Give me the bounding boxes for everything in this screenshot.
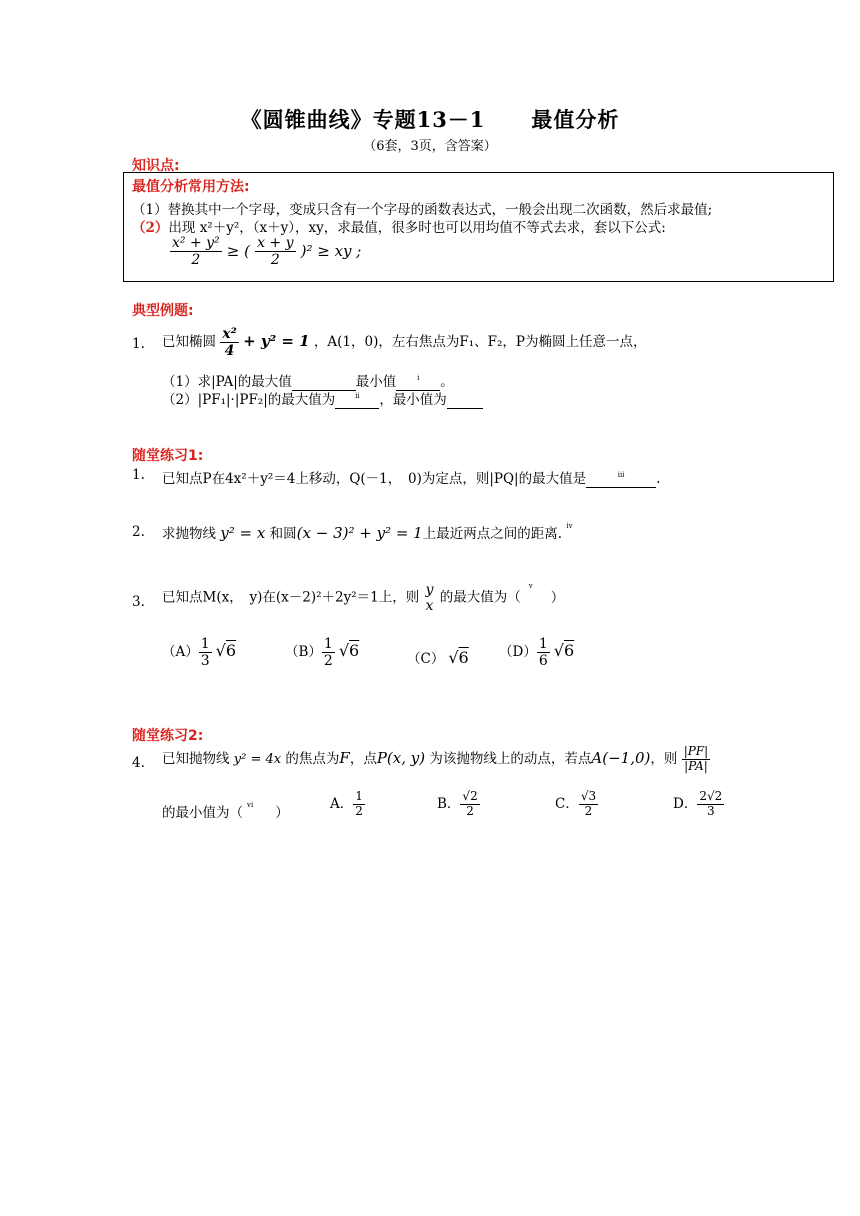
answer-blank[interactable]: ii: [335, 392, 379, 409]
option-frac: $\frac{√2}{2}$: [462, 789, 478, 818]
option-label: C．: [555, 795, 579, 812]
answer-blank[interactable]: i: [396, 374, 440, 391]
option-c[interactable]: [555, 790, 598, 819]
option-frac: $\frac{2√2}{3}$: [699, 789, 723, 818]
option-frac: $\frac{1}{2}$: [355, 789, 363, 818]
option-frac: $\frac{1}{6}$: [538, 636, 548, 670]
option-label: （A）: [162, 644, 199, 661]
page-subtitle: （6套，3页，含答案）: [363, 139, 497, 154]
option-c[interactable]: [407, 647, 469, 667]
option-label: A．: [330, 795, 354, 812]
practice-1-q3-number: 3.: [132, 594, 145, 610]
practice-2-q4-tail: 的最小值为（ $^{vi}$ ）: [162, 801, 289, 821]
option-label: D．: [673, 795, 698, 812]
distance-ratio-frac: $\frac{|PF|}{|PA|}$: [683, 744, 709, 773]
sqrt-six: √6: [448, 648, 469, 667]
practice-1-q1-number: 1.: [132, 467, 145, 483]
option-frac: $\frac{1}{2}$: [323, 636, 333, 670]
example-1-stem: 已知椭圆 $\frac{\text{x²}}{4}$ + y² = 1 ，A(1，0)，左右焦点为F₁、F₂，P为椭圆上任意一点，: [162, 326, 647, 360]
option-label: （C）: [407, 651, 445, 667]
method-item-1: （1）替换其中一个字母，变成只含有一个字母的函数表达式，一般会出现二次函数，然后求最值;: [132, 202, 713, 218]
option-frac: $\frac{1}{3}$: [200, 636, 210, 670]
examples-heading: 典型例题:: [132, 303, 194, 319]
practice-1-q3: 已知点M(x， y)在(x－2)²＋2y²＝1上，则 y x 的最大值为（$^v$）: [162, 582, 565, 615]
mean-inequality-formula: [170, 235, 361, 268]
practice-1-heading: 随堂练习1:: [132, 448, 204, 464]
sqrt-six: √6: [338, 641, 360, 661]
practice-2-heading: 随堂练习2:: [132, 728, 204, 744]
formula-frac-2: $\frac{x + y}{2}$: [257, 235, 294, 269]
page-title: [0, 104, 860, 134]
practice-1-q1: 已知点P在4x²＋y²＝4上移动，Q(－1， 0)为定点，则|PQ|的最大值是 $^{iii}$ .: [162, 471, 661, 487]
example-1-part-2: （2）|PF₁|·|PF₂|的最大值为 $^{ii}$ ，最小值为: [162, 388, 483, 409]
practice-2-q4-number: 4.: [132, 755, 145, 771]
option-d[interactable]: [499, 636, 574, 669]
option-label: （D）: [499, 644, 537, 661]
answer-blank[interactable]: [447, 392, 483, 409]
ellipse-frac: $\frac{\text{x²}}{4}$: [222, 326, 237, 360]
formula-frac-1: $\frac{\text{x² + y²}}{2}$: [172, 235, 220, 269]
formula-mid: ≥ (: [226, 242, 250, 261]
title-topic: 最值分析: [531, 107, 620, 132]
option-a[interactable]: [330, 790, 365, 819]
option-label: B．: [437, 795, 461, 812]
option-b[interactable]: [285, 636, 359, 669]
option-frac: $\frac{√3}{2}$: [580, 789, 597, 818]
option-b[interactable]: [437, 790, 480, 819]
formula-end: )² ≥ xy ;: [300, 242, 362, 261]
methods-box: [123, 172, 834, 282]
option-a[interactable]: [162, 636, 236, 669]
practice-2-q4: 已知抛物线 y² = 4x 的焦点为F，点P(x, y) 为该抛物线上的动点，若点A(−1,0)，则 $\frac{|PF|}{|PA|}$: [162, 744, 709, 773]
practice-1-q2-number: 2.: [132, 524, 145, 540]
method-item-2-label: （2）: [132, 220, 169, 236]
option-label: （B）: [285, 644, 322, 661]
method-item-2: [132, 216, 666, 236]
example-1-part-1: （1）求|PA|的最大值 最小值 $^i$ 。: [162, 374, 454, 390]
ratio-frac: y x: [425, 582, 434, 615]
practice-1-q2: 求抛物线 y² = x 和圆(x − 3)² + y² = 1上最近两点之间的距离. $^{iv}$: [162, 522, 573, 542]
methods-heading: 最值分析常用方法:: [132, 179, 250, 195]
sqrt-six: √6: [553, 641, 575, 661]
knowledge-heading: 知识点:: [132, 158, 180, 174]
option-d[interactable]: [673, 790, 724, 819]
answer-blank[interactable]: iii: [586, 471, 656, 488]
title-main: 《圆锥曲线》专题13－1: [240, 107, 486, 132]
example-1-number: 1.: [132, 336, 145, 352]
method-item-2-text: 出现 x²＋y²，（x＋y），xy，求最值，很多时也可以用均值不等式去求，套以下公式:: [168, 220, 666, 236]
sqrt-six: √6: [215, 641, 237, 661]
